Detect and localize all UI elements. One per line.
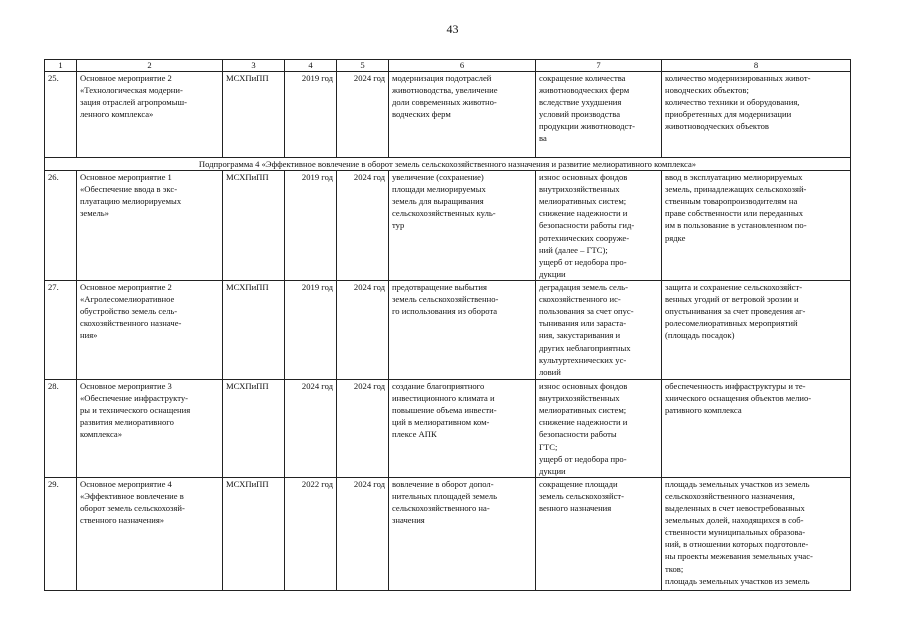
end-year: 2024 год bbox=[337, 171, 389, 281]
consequences: деградация земель сель- скохозяйственного ис- пользования за счет опус- тынивания или зараста- ния, закустаривания и других неблагоприятных культуртехнических ус- ловий bbox=[536, 281, 662, 380]
start-year: 2019 год bbox=[285, 171, 337, 281]
end-year: 2024 год bbox=[337, 281, 389, 380]
indicators: количество модернизированных живот- новодческих объектов; количество техники и оборудования, приобретенных для модернизации животноводческих объектов bbox=[662, 72, 851, 158]
column-header: 1 bbox=[45, 60, 77, 72]
measure-name: Основное мероприятие 2 «Технологическая модерни- зация отраслей агропромыш- ленного комплекса» bbox=[77, 72, 223, 158]
executor: МСХПиПП bbox=[223, 72, 285, 158]
page-number: 43 bbox=[446, 22, 459, 36]
consequences: износ основных фондов внутрихозяйственных мелиоративных систем; снижение надежности и безопасности работы гид- ротехнических сооруже- ний (далее – ГТС); ущерб от недобора про- дукции bbox=[536, 171, 662, 281]
measure-name: Основное мероприятие 1 «Обеспечение ввода в экс- плуатацию мелиорируемых земель» bbox=[77, 171, 223, 281]
column-header: 7 bbox=[536, 60, 662, 72]
start-year: 2019 год bbox=[285, 281, 337, 380]
column-header: 6 bbox=[389, 60, 536, 72]
expected-result: модернизация подотраслей животноводства, увеличение доли современных животно- водческих ферм bbox=[389, 72, 536, 158]
expected-result: увеличение (сохранение) площади мелиорируемых земель для выращивания сельскохозяйственных куль- тур bbox=[389, 171, 536, 281]
start-year: 2024 год bbox=[285, 380, 337, 478]
column-header: 3 bbox=[223, 60, 285, 72]
indicators: ввод в эксплуатацию мелиорируемых земель, принадлежащих сельскохозяй- ственным товаропроизводителям на праве собственности или переданных им в пользование в установленном по- рядке bbox=[662, 171, 851, 281]
column-header: 2 bbox=[77, 60, 223, 72]
end-year: 2024 год bbox=[337, 380, 389, 478]
table-row bbox=[45, 281, 851, 380]
table-row bbox=[45, 171, 851, 281]
row-number: 25. bbox=[45, 72, 77, 158]
table-row bbox=[45, 380, 851, 478]
executor: МСХПиПП bbox=[223, 477, 285, 590]
start-year: 2022 год bbox=[285, 477, 337, 590]
measures-table bbox=[44, 59, 851, 591]
expected-result: предотвращение выбытия земель сельскохозяйственно- го использования из оборота bbox=[389, 281, 536, 380]
table-row bbox=[45, 72, 851, 158]
indicators: площадь земельных участков из земель сельскохозяйственного назначения, выделенных в счет невостребованных земельных долей, находящихся в соб- ственности муниципальных образова- ний, в отношении которых подготовле- ны проекты межевания земельных учас- тков; площадь земельных участков из земель bbox=[662, 477, 851, 590]
subprogram-title: Подпрограмма 4 «Эффективное вовлечение в оборот земель сельскохозяйственного назначения и развитие мелиоративного комплекса» bbox=[45, 158, 851, 171]
start-year: 2019 год bbox=[285, 72, 337, 158]
measure-name: Основное мероприятие 2 «Агролесомелиоративное обустройство земель сель- скохозяйственного назначе- ния» bbox=[77, 281, 223, 380]
row-number: 27. bbox=[45, 281, 77, 380]
consequences: износ основных фондов внутрихозяйственных мелиоративных систем; снижение надежности и безопасности работы ГТС; ущерб от недобора про- дукции bbox=[536, 380, 662, 478]
executor: МСХПиПП bbox=[223, 380, 285, 478]
column-header: 8 bbox=[662, 60, 851, 72]
executor: МСХПиПП bbox=[223, 171, 285, 281]
indicators: защита и сохранение сельскохозяйст- венных угодий от ветровой эрозии и опустынивания за счет проведения аг- ролесомелиоративных мероприятий (площадь посадок) bbox=[662, 281, 851, 380]
measure-name: Основное мероприятие 3 «Обеспечение инфраструкту- ры и технического оснащения развития мелиоративного комплекса» bbox=[77, 380, 223, 478]
consequences: сокращение площади земель сельскохозяйст- венного назначения bbox=[536, 477, 662, 590]
subprogram-row bbox=[45, 158, 851, 171]
table-row bbox=[45, 477, 851, 590]
executor: МСХПиПП bbox=[223, 281, 285, 380]
indicators: обеспеченность инфраструктуры и те- хнического оснащения объектов мелио- ративного комплекса bbox=[662, 380, 851, 478]
row-number: 26. bbox=[45, 171, 77, 281]
column-header: 5 bbox=[337, 60, 389, 72]
expected-result: создание благоприятного инвестиционного климата и повышение объема инвести- ций в мелиоративном ком- плексе АПК bbox=[389, 380, 536, 478]
expected-result: вовлечение в оборот допол- нительных площадей земель сельскохозяйственного на- значения bbox=[389, 477, 536, 590]
end-year: 2024 год bbox=[337, 72, 389, 158]
row-number: 29. bbox=[45, 477, 77, 590]
header-row bbox=[45, 60, 851, 72]
end-year: 2024 год bbox=[337, 477, 389, 590]
column-header: 4 bbox=[285, 60, 337, 72]
measure-name: Основное мероприятие 4 «Эффективное вовлечение в оборот земель сельскохозяй- ственного назначения» bbox=[77, 477, 223, 590]
consequences: сокращение количества животноводческих ферм вследствие ухудшения условий производства продукции животноводст- ва bbox=[536, 72, 662, 158]
row-number: 28. bbox=[45, 380, 77, 478]
